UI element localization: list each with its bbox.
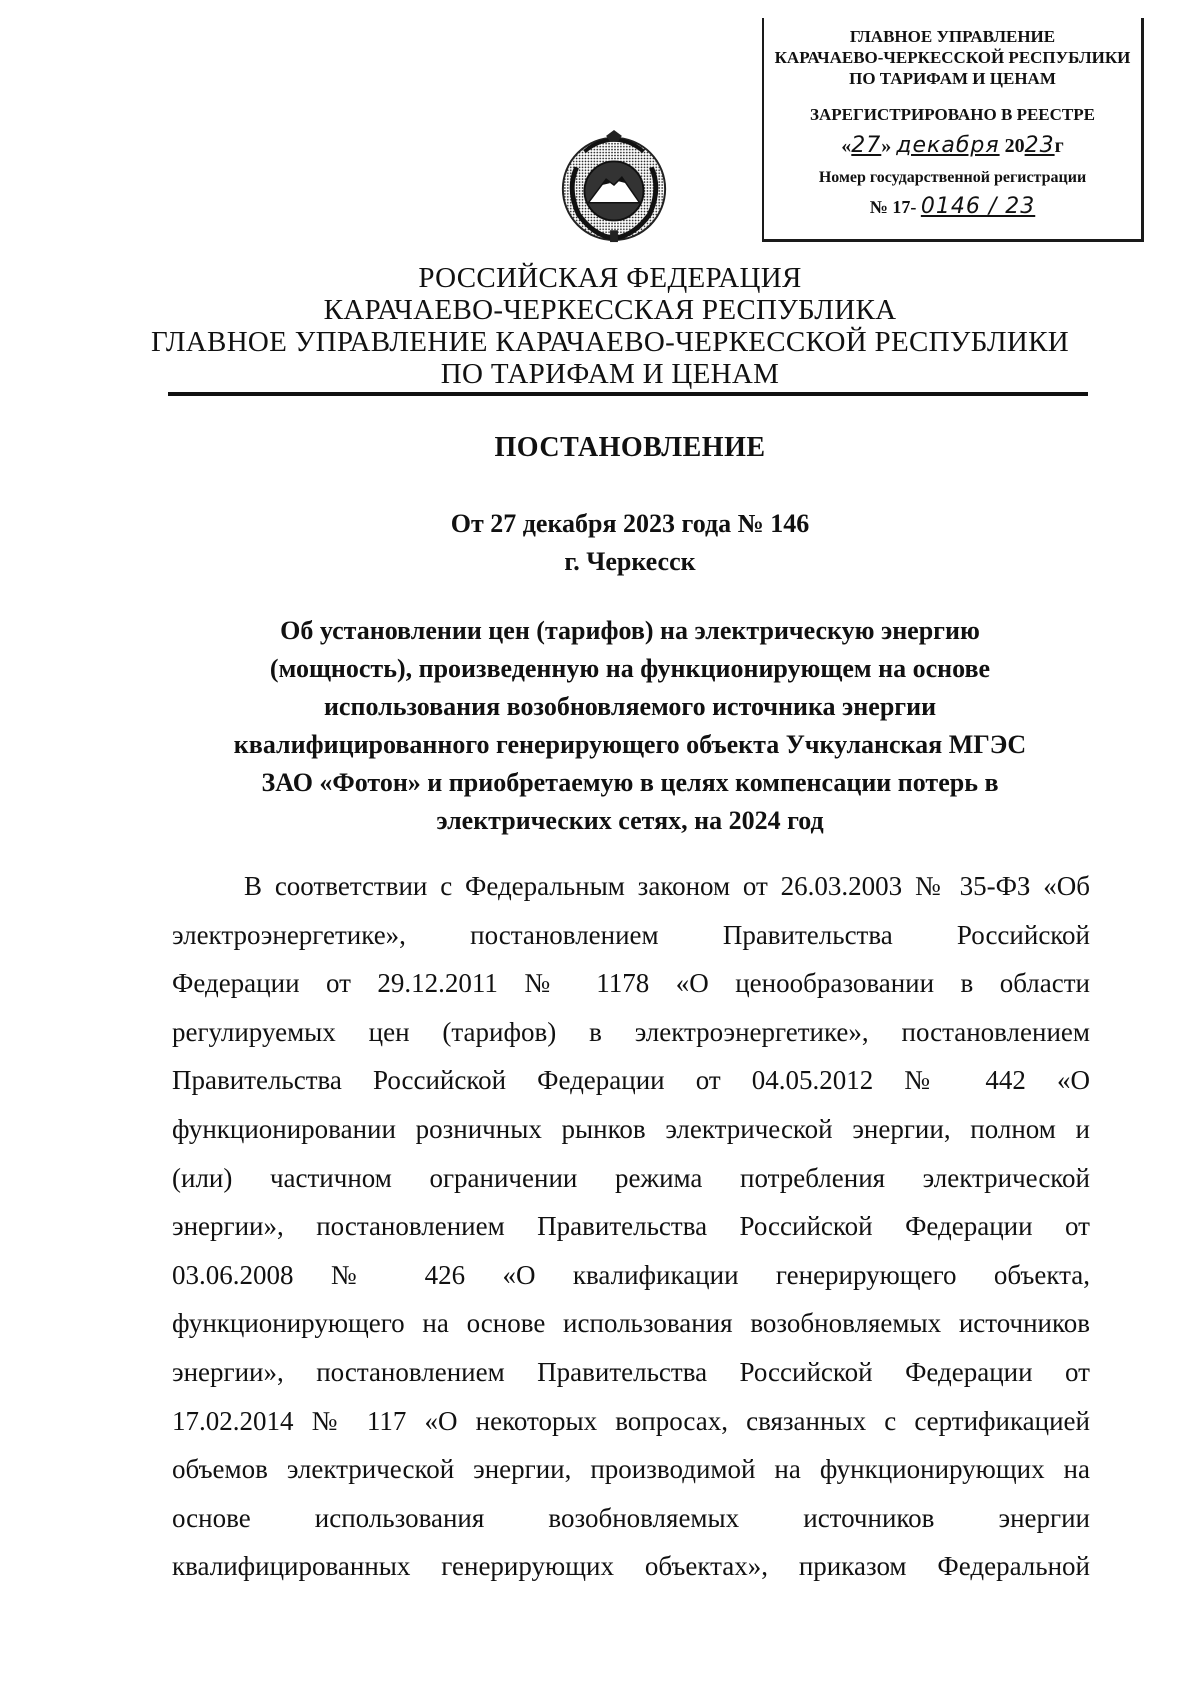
stamp-day: 27 xyxy=(851,133,882,158)
stamp-org-line-3: ПО ТАРИФАМ И ЦЕНАМ xyxy=(849,69,1056,88)
body-line: Федерации от 29.12.2011 № 1178 «О ценообразовании в области xyxy=(172,968,1090,999)
body-line: 17.02.2014 № 117 «О некоторых вопросах, связанных с сертификацией xyxy=(172,1405,1090,1436)
title-line: Об установлении цен (тарифов) на электрическую энергию xyxy=(280,616,980,645)
body-line: (или) частичном ограничении режима потребления электрической xyxy=(172,1162,1090,1193)
body-line: 03.06.2008 № 426 «О квалификации генерирующего объекта, xyxy=(172,1259,1090,1290)
body-line: энергии», постановлением Правительства Российской Федерации от xyxy=(172,1211,1090,1242)
body-line: основе использования возобновляемых источников энергии xyxy=(172,1502,1090,1533)
stamp-org-line-2: КАРАЧАЕВО-ЧЕРКЕССКОЙ РЕСПУБЛИКИ xyxy=(774,48,1131,67)
stamp-quote-open: « xyxy=(841,135,852,157)
body-line: квалифицированных генерирующих объектах», приказом Федеральной xyxy=(172,1551,1090,1582)
header-line-2: КАРАЧАЕВО-ЧЕРКЕССКАЯ РЕСПУБЛИКА xyxy=(323,294,897,326)
stamp-reg-number-prefix: № 17- xyxy=(869,197,917,217)
body-line: В соответствии с Федеральным законом от 26.03.2003 № 35-ФЗ «Об xyxy=(244,871,1090,901)
header-line-4: ПО ТАРИФАМ И ЦЕНАМ xyxy=(440,358,780,390)
document-city: г. Черкесск xyxy=(564,547,696,576)
header-divider xyxy=(168,392,1088,396)
government-header xyxy=(150,262,1070,390)
stamp-reg-number-row xyxy=(764,196,1141,218)
title-line: электрических сетях, на 2024 год xyxy=(436,806,824,835)
body-line: объемов электрической энергии, производимой на функционирующих на xyxy=(172,1454,1090,1485)
document-title xyxy=(180,612,1080,840)
coat-of-arms-icon xyxy=(555,128,673,246)
document-type: ПОСТАНОВЛЕНИЕ xyxy=(494,432,766,463)
title-line: (мощность), произведенную на функционирующем на основе xyxy=(269,654,991,683)
document-date-number: От 27 декабря 2023 года № 146 xyxy=(450,509,810,538)
body-line: функционировании розничных рынков электрической энергии, полном и xyxy=(172,1113,1090,1144)
document-date-block xyxy=(0,505,1200,581)
header-line-3: ГЛАВНОЕ УПРАВЛЕНИЕ КАРАЧАЕВО-ЧЕРКЕССКОЙ РЕСПУБЛИКИ xyxy=(150,326,1070,358)
body-line: электроэнергетике», постановлением Правительства Российской xyxy=(172,919,1090,950)
body-line: регулируемых цен (тарифов) в электроэнергетике», постановлением xyxy=(172,1016,1090,1047)
document-body xyxy=(172,862,1090,1591)
title-line: квалифицированного генерирующего объекта Учкуланская МГЭС xyxy=(233,730,1027,759)
stamp-reg-number-label: Номер государственной регистрации xyxy=(818,169,1087,186)
header-line-1: РОССИЙСКАЯ ФЕДЕРАЦИЯ xyxy=(418,262,802,294)
stamp-month: декабря xyxy=(896,133,1000,158)
stamp-year-prefix: 20 xyxy=(1004,135,1025,157)
body-line: функционирующего на основе использования возобновляемых источников xyxy=(172,1308,1090,1339)
stamp-organization xyxy=(764,26,1141,89)
stamp-quote-close: » xyxy=(881,135,897,157)
stamp-registration-date xyxy=(764,135,1141,157)
stamp-registered-label: ЗАРЕГИСТРИРОВАНО В РЕЕСТРЕ xyxy=(810,105,1095,124)
stamp-reg-number: 0146 / 23 xyxy=(920,194,1036,219)
stamp-year-suffix: 23 xyxy=(1024,133,1055,158)
registration-stamp xyxy=(762,18,1144,242)
body-line: энергии», постановлением Правительства Российской Федерации от xyxy=(172,1356,1090,1387)
title-line: использования возобновляемого источника энергии xyxy=(323,692,937,721)
title-line: ЗАО «Фотон» и приобретаемую в целях компенсации потерь в xyxy=(261,768,999,797)
stamp-year-unit: г xyxy=(1054,135,1064,157)
body-line: Правительства Российской Федерации от 04.05.2012 № 442 «О xyxy=(172,1065,1090,1096)
stamp-org-line-1: ГЛАВНОЕ УПРАВЛЕНИЕ xyxy=(849,27,1056,46)
